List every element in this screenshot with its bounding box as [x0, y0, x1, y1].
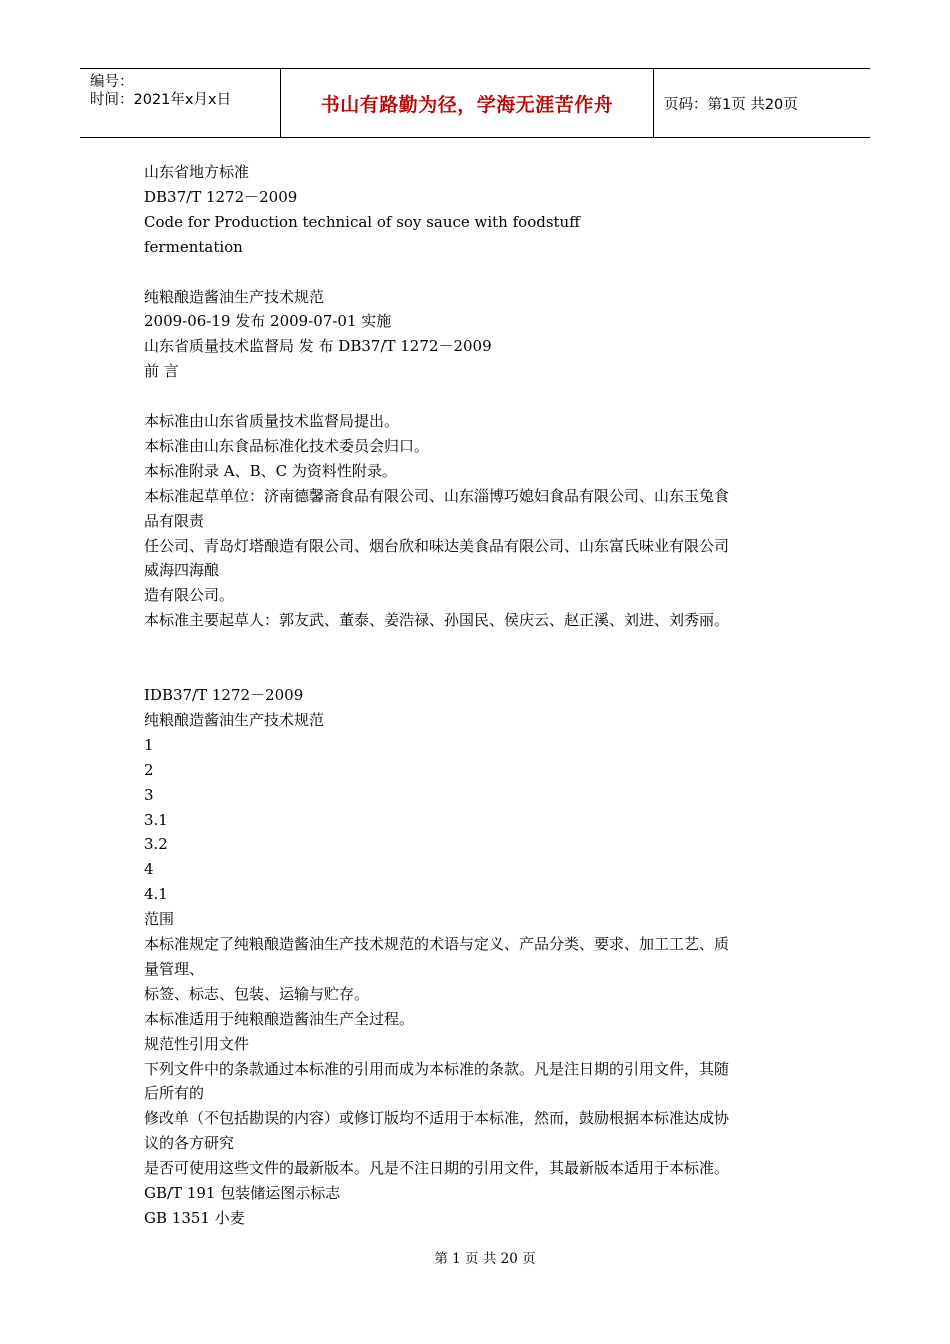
document-line: 本标准规定了纯粮酿造酱油生产技术规范的术语与定义、产品分类、要求、加工工艺、质 [144, 935, 730, 954]
document-line: 2009-06-19 发布 2009-07-01 实施 [144, 312, 392, 331]
document-line: 4 [144, 860, 154, 879]
document-line: 议的各方研究 [144, 1134, 235, 1153]
document-line: 3 [144, 785, 154, 804]
document-line: fermentation [144, 237, 243, 256]
document-line: 标签、标志、包装、运输与贮存。 [144, 984, 370, 1003]
document-number-label: 编号： [90, 74, 134, 90]
document-line: 范围 [144, 910, 175, 929]
document-line: 是否可使用这些文件的最新版本。凡是不注日期的引用文件，其最新版本适用于本标准。 [144, 1159, 730, 1178]
document-line: 下列文件中的条款通过本标准的引用而成为本标准的条款。凡是注日期的引用文件，其随 [144, 1059, 730, 1078]
header-page-info: 页码：第1页 共20页 [664, 96, 798, 113]
document-line: 任公司、青岛灯塔酿造有限公司、烟台欣和味达美食品有限公司、山东富氏味业有限公司 [144, 536, 730, 555]
document-line: 本标准附录 A、B、C 为资料性附录。 [144, 461, 397, 480]
document-line: 1 [144, 735, 154, 754]
document-line: 本标准主要起草人：郭友武、董泰、姜浩禄、孙国民、侯庆云、赵正溪、刘进、刘秀丽。 [144, 611, 730, 630]
document-line: 品有限责 [144, 511, 205, 530]
document-line: 2 [144, 760, 154, 779]
header-motto: 书山有路勤为径，学海无涯苦作舟 [320, 93, 614, 116]
header-meta-cell [80, 69, 281, 137]
document-line: 4.1 [144, 885, 168, 904]
document-line: 造有限公司。 [144, 586, 235, 605]
document-line: 本标准由山东省质量技术监督局提出。 [144, 412, 400, 431]
document-line: 规范性引用文件 [144, 1034, 250, 1053]
header-page-cell [654, 69, 870, 137]
document-line: GB 1351 小麦 [144, 1209, 245, 1227]
document-line: DB37/T 1272－2009 [144, 187, 298, 206]
document-line: 量管理、 [144, 959, 205, 978]
document-line [144, 658, 824, 683]
document-line: IDB37/T 1272－2009 [144, 685, 304, 704]
document-line: 山东省质量技术监督局 发 布 DB37/T 1272－2009 [144, 337, 492, 356]
document-line: Code for Production technical of soy sauce with foodstuff [144, 212, 580, 231]
document-line: 3.2 [144, 835, 168, 854]
document-line: 3.1 [144, 810, 168, 829]
document-date-label: 时间：2021年x月x日 [90, 92, 232, 108]
header-motto-cell [281, 69, 654, 137]
document-line [144, 384, 824, 409]
document-line [144, 260, 824, 285]
page-header [80, 68, 870, 138]
document-line: 后所有的 [144, 1084, 205, 1103]
document-line: 纯粮酿造酱油生产技术规范 [144, 287, 325, 306]
document-line: 本标准适用于纯粮酿造酱油生产全过程。 [144, 1009, 415, 1028]
document-line: 本标准由山东食品标准化技术委员会归口。 [144, 436, 430, 455]
document-line: 前 言 [144, 362, 179, 381]
document-body [144, 160, 824, 1231]
page-footer: 第 1 页 共 20 页 [434, 1251, 536, 1267]
document-line: 修改单（不包括勘误的内容）或修订版均不适用于本标准，然而，鼓励根据本标准达成协 [144, 1109, 730, 1128]
document-line: 山东省地方标准 [144, 163, 250, 181]
document-line: 纯粮酿造酱油生产技术规范 [144, 710, 325, 729]
document-line: 威海四海酿 [144, 561, 220, 580]
document-line [144, 633, 824, 658]
document-line: 本标准起草单位：济南德馨斋食品有限公司、山东淄博巧媳妇食品有限公司、山东玉兔食 [144, 486, 730, 505]
document-line: GB/T 191 包装储运图示标志 [144, 1184, 341, 1203]
